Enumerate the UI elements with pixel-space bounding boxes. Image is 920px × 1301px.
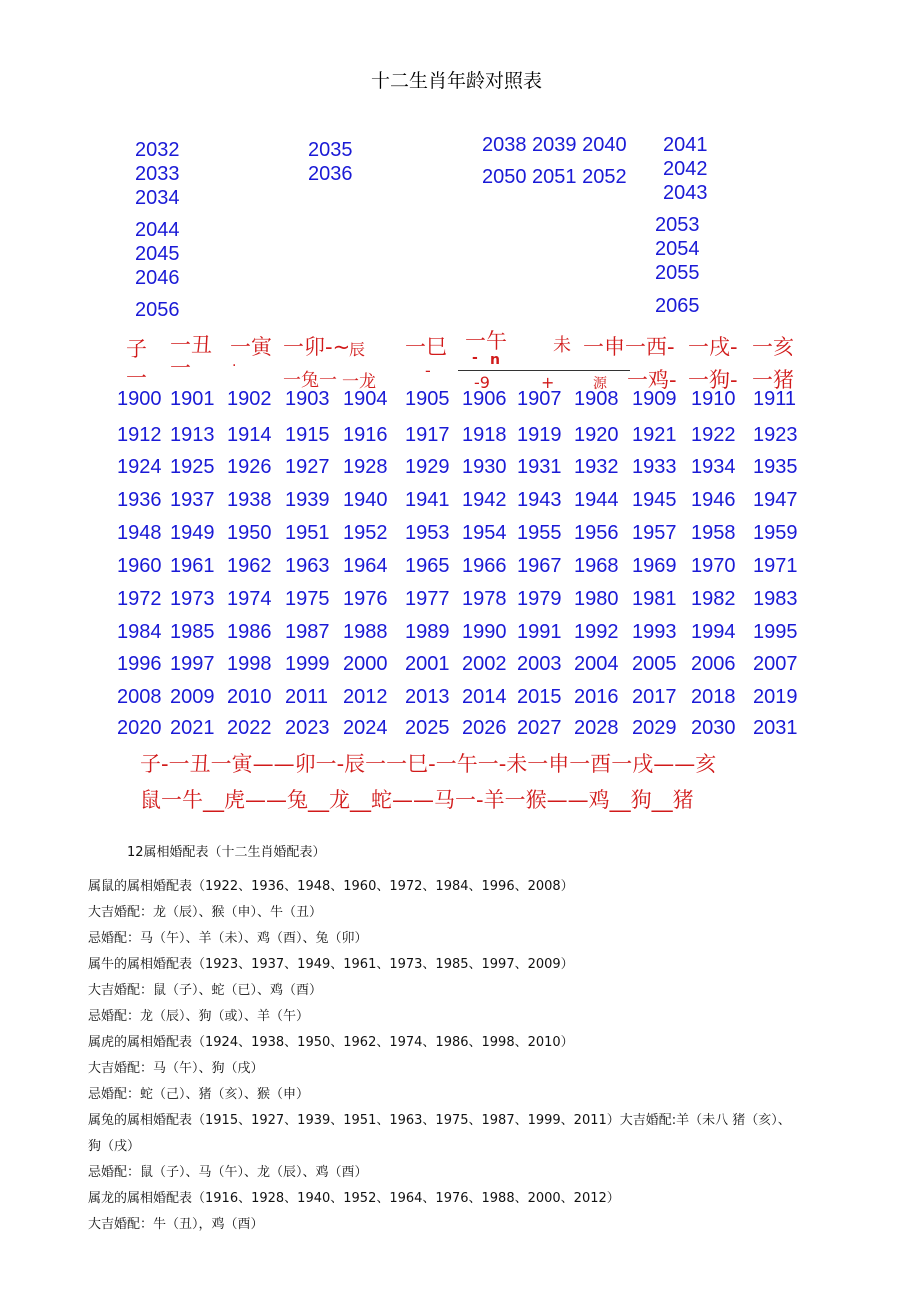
year-cell: 1923 [753,424,798,446]
year-cell: 2001 [405,653,450,675]
animal-plus: + [541,373,555,392]
year-cell: 1987 [285,621,330,643]
year-cell: 1904 [343,388,388,410]
branch-shen-you: 一申一西- [583,335,675,359]
year-cell: 1972 [117,588,162,610]
year-cell: 2017 [632,686,677,708]
year-cell: 2014 [462,686,507,708]
year-cell: 1930 [462,456,507,478]
year-cell: 1915 [285,424,330,446]
text-line: 忌婚配：马（午）、羊（未）、鸡（酉）、兔（卯） [88,931,368,946]
year-cell: 1973 [170,588,215,610]
text-line: 属兔的属相婚配表（1915、1927、1939、1951、1963、1975、1987、1999、2011）大吉婚配:羊（未八 猪（亥）、 [88,1113,791,1128]
year-cell: 1978 [462,588,507,610]
footer-animals: 鼠一牛__虎——兔__龙__蛇——马一-羊一猴——鸡__狗__猪 [140,788,694,812]
year-cell: 2025 [405,717,450,739]
branch-hai: 一亥 [752,335,794,359]
year-cell: 1993 [632,621,677,643]
animal-dash: 一 [170,356,191,380]
year-cell: 1917 [405,424,450,446]
year-cell: 1989 [405,621,450,643]
year-cell: 2031 [753,717,798,739]
year-cell: 1942 [462,489,507,511]
year-cell: 1927 [285,456,330,478]
year-cell: 1935 [753,456,798,478]
section-title: 12属相婚配表（十二生肖婚配表） [127,845,326,860]
year-cell: 1939 [285,489,330,511]
year-label: 2042 [663,158,708,180]
branch-chou: 一丑 [170,333,212,357]
page-title: 十二生肖年龄对照表 [371,70,543,92]
branch-wu: 一午 [465,329,507,353]
year-cell: 2012 [343,686,388,708]
year-cell: 1958 [691,522,736,544]
year-cell: 1938 [227,489,272,511]
branch-chen: 辰 [349,340,366,359]
year-cell: 1965 [405,555,450,577]
animal-dot: · [232,358,237,374]
year-cell: 1931 [517,456,562,478]
year-cell: 1914 [227,424,272,446]
year-cell: 1948 [117,522,162,544]
year-cell: 1906 [462,388,507,410]
year-label: 2065 [655,295,700,317]
year-cell: 2007 [753,653,798,675]
future-years-col-you-b [655,213,700,318]
animal-mark-a: - [472,350,478,366]
year-cell: 1974 [227,588,272,610]
year-cell: 2016 [574,686,619,708]
year-cell: 1918 [462,424,507,446]
year-cell: 2013 [405,686,450,708]
year-cell: 1960 [117,555,162,577]
year-cell: 1922 [691,424,736,446]
branch-zi: 子 [126,337,147,361]
animal-ji: 一鸡- [627,368,677,392]
year-cell: 1925 [170,456,215,478]
year-cell: 2021 [170,717,215,739]
year-label: 2032 [135,139,180,161]
year-label: 2046 [135,267,180,289]
year-cell: 2003 [517,653,562,675]
year-cell: 1913 [170,424,215,446]
year-cell: 1988 [343,621,388,643]
year-cell: 2004 [574,653,619,675]
year-cell: 1901 [170,388,215,410]
branch-yin: 一寅 [230,335,272,359]
year-label: 2044 [135,219,180,241]
year-cell: 1934 [691,456,736,478]
year-cell: 1957 [632,522,677,544]
future-years-wu-row1: 2038 2039 2040 [482,134,627,156]
year-cell: 1963 [285,555,330,577]
year-cell: 1936 [117,489,162,511]
text-line: 狗（戌） [88,1139,141,1154]
year-cell: 1964 [343,555,388,577]
year-cell: 2015 [517,686,562,708]
year-cell: 1956 [574,522,619,544]
year-cell: 1999 [285,653,330,675]
year-cell: 1971 [753,555,798,577]
year-cell: 2000 [343,653,388,675]
year-cell: 1983 [753,588,798,610]
year-cell: 1984 [117,621,162,643]
animal-mark-b: n [490,352,500,368]
year-cell: 2010 [227,686,272,708]
year-cell: 1982 [691,588,736,610]
future-years-wu-row2: 2050 2051 2052 [482,166,627,188]
future-years-col-mao [308,138,353,186]
year-cell: 1944 [574,489,619,511]
year-cell: 1966 [462,555,507,577]
year-cell: 1902 [227,388,272,410]
year-cell: 1977 [405,588,450,610]
year-label: 2053 [655,214,700,236]
year-cell: 2028 [574,717,619,739]
year-cell: 2023 [285,717,330,739]
year-cell: 1933 [632,456,677,478]
year-label: 2043 [663,182,708,204]
year-label: 2054 [655,238,700,260]
animal-long: 一龙 [342,372,376,392]
year-cell: 1949 [170,522,215,544]
year-cell: 1929 [405,456,450,478]
year-cell: 2011 [285,686,329,708]
future-years-col-zi [135,138,180,322]
year-cell: 1945 [632,489,677,511]
year-cell: 1961 [170,555,215,577]
year-cell: 2018 [691,686,736,708]
year-cell: 1986 [227,621,272,643]
year-cell: 2029 [632,717,677,739]
year-cell: 1997 [170,653,215,675]
year-cell: 1937 [170,489,215,511]
animal-zhu: 一猪 [752,368,794,392]
year-label: 2036 [308,163,353,185]
text-line: 大吉婚配：牛（丑），鸡（酉） [88,1217,264,1232]
text-line: 忌婚配：蛇（己）、猪（亥）、猴（申） [88,1087,310,1102]
year-cell: 1928 [343,456,388,478]
branch-wei: 未 [553,335,571,356]
year-cell: 1926 [227,456,272,478]
year-cell: 1920 [574,424,619,446]
footer-branches: 子-一丑一寅——卯一-辰一一巳-一午一-未一申一酉一戌——亥 [140,752,717,776]
year-cell: 1952 [343,522,388,544]
year-cell: 1980 [574,588,619,610]
year-cell: 2006 [691,653,736,675]
year-cell: 1985 [170,621,215,643]
animal-yuan: 源 [593,376,607,392]
year-cell: 2009 [170,686,215,708]
text-line: 属鼠的属相婚配表（1922、1936、1948、1960、1972、1984、1996、2008） [88,879,574,894]
year-label: 2041 [663,134,708,156]
text-line: 属虎的属相婚配表（1924、1938、1950、1962、1974、1986、1998、2010） [88,1035,574,1050]
year-cell: 1996 [117,653,162,675]
text-line: 大吉婚配：龙（辰）、猴（申）、牛（丑） [88,905,323,920]
year-label: 2056 [135,299,180,321]
year-cell: 1968 [574,555,619,577]
year-cell: 1990 [462,621,507,643]
year-cell: 1907 [517,388,562,410]
year-cell: 1979 [517,588,562,610]
year-cell: 1941 [405,489,450,511]
year-cell: 1998 [227,653,272,675]
year-cell: 1940 [343,489,388,511]
year-cell: 2022 [227,717,272,739]
year-cell: 1953 [405,522,450,544]
year-cell: 2019 [753,686,798,708]
year-cell: 1981 [632,588,677,610]
year-cell: 2020 [117,717,162,739]
year-cell: 1969 [632,555,677,577]
year-cell: 1924 [117,456,162,478]
year-cell: 1954 [462,522,507,544]
year-cell: 1946 [691,489,736,511]
text-line: 大吉婚配：鼠（子）、蛇（已）、鸡（酉） [88,983,323,998]
year-cell: 1903 [285,388,330,410]
year-cell: 1962 [227,555,272,577]
year-cell: 2027 [517,717,562,739]
animal-nine: -9 [474,373,490,392]
animal-dash: - [425,361,431,380]
year-label: 2033 [135,163,180,185]
branch-si: 一巳 [405,335,447,359]
divider-line [458,370,630,371]
text-line: 忌婚配：鼠（子）、马（午）、龙（辰）、鸡（酉） [88,1165,368,1180]
year-cell: 2030 [691,717,736,739]
year-cell: 1959 [753,522,798,544]
year-cell: 1995 [753,621,798,643]
year-cell: 1975 [285,588,330,610]
year-label: 2034 [135,187,180,209]
year-cell: 1900 [117,388,162,410]
text-line: 大吉婚配：马（午）、狗（戌） [88,1061,264,1076]
future-years-col-you-a [663,133,708,205]
year-cell: 1919 [517,424,562,446]
year-cell: 1911 [753,388,797,410]
year-cell: 1912 [117,424,162,446]
year-cell: 1910 [691,388,736,410]
text-line: 属龙的属相婚配表（1916、1928、1940、1952、1964、1976、1988、2000、2012） [88,1191,620,1206]
year-cell: 1943 [517,489,562,511]
branch-mao: 一卯-~ [283,335,351,359]
year-cell: 1950 [227,522,272,544]
year-cell: 1967 [517,555,562,577]
year-cell: 1932 [574,456,619,478]
year-cell: 1908 [574,388,619,410]
year-label: 2055 [655,262,700,284]
year-label: 2045 [135,243,180,265]
year-cell: 1947 [753,489,798,511]
animal-tu: 一兔一 [283,370,337,391]
year-cell: 1916 [343,424,388,446]
year-cell: 1905 [405,388,450,410]
year-cell: 1976 [343,588,388,610]
year-cell: 1921 [632,424,677,446]
year-cell: 2024 [343,717,388,739]
year-cell: 2026 [462,717,507,739]
year-cell: 1992 [574,621,619,643]
year-cell: 2005 [632,653,677,675]
year-cell: 1909 [632,388,677,410]
year-cell: 1994 [691,621,736,643]
year-cell: 2008 [117,686,162,708]
text-line: 忌婚配：龙（辰）、狗（或）、羊（午） [88,1009,310,1024]
year-cell: 1951 [285,522,330,544]
year-label: 2035 [308,139,353,161]
branch-xu: 一戌- [688,335,738,359]
text-line: 属牛的属相婚配表（1923、1937、1949、1961、1973、1985、1997、2009） [88,957,574,972]
year-cell: 1991 [517,621,562,643]
animal-dash: 一 [126,366,147,390]
year-cell: 1970 [691,555,736,577]
year-cell: 2002 [462,653,507,675]
animal-gou: 一狗- [688,368,738,392]
year-cell: 1955 [517,522,562,544]
